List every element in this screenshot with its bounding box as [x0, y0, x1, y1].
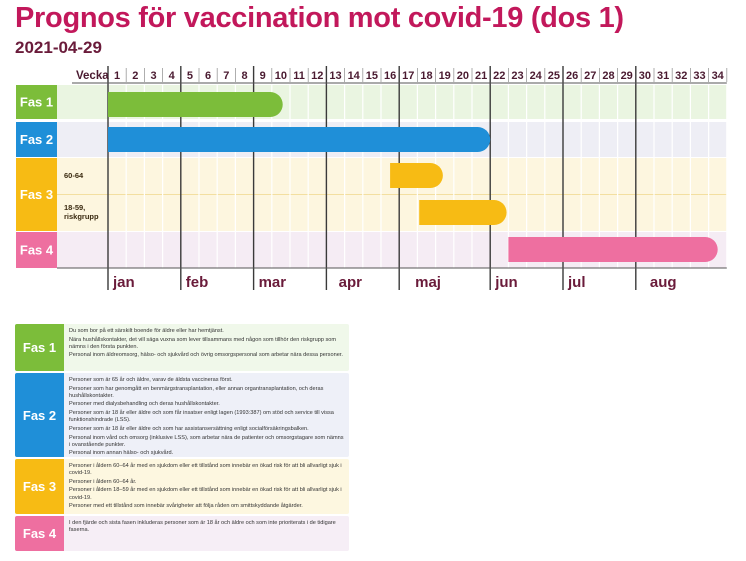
legend-description: [64, 459, 349, 514]
legend-item: Personer som är 65 år och äldre, varav de äldsta vaccineras först.: [69, 377, 233, 383]
week-number: 19: [438, 70, 451, 82]
week-number: 5: [186, 70, 193, 82]
week-number: 32: [675, 70, 688, 82]
legend-phase-badge: Fas 2: [15, 373, 64, 457]
phase-bar: [508, 237, 717, 262]
legend-item: Personer med ett tillstånd som innebär svårigheter att följa råden om smittskyddande åtgärder.: [69, 503, 303, 510]
legend-phase-badge: Fas 4: [15, 516, 64, 551]
week-number: 27: [584, 70, 597, 82]
week-number: 3: [150, 70, 157, 82]
month-label: feb: [185, 274, 209, 291]
week-number: 21: [474, 70, 488, 82]
subgroup-label: 60-64: [64, 171, 84, 180]
week-number: 13: [329, 70, 342, 82]
month-label: aug: [649, 274, 677, 291]
week-number: 14: [347, 70, 360, 82]
legend-item: Personal inom vård och omsorg (inklusive LSS), som arbetar nära de patienter och omsorgstagare som nämns i ovanstående punkter.: [69, 434, 344, 448]
legend-description: [64, 324, 349, 371]
week-number: 16: [383, 70, 397, 82]
page-date: 2021-04-29: [15, 38, 102, 57]
month-label: jul: [568, 274, 586, 291]
week-number: 33: [693, 70, 706, 82]
phase-bar: [108, 92, 283, 117]
legend-row: [15, 516, 349, 551]
week-number: 23: [511, 70, 524, 82]
legend-item: Personal inom äldreomsorg, hälso- och sjukvård och övrig omsorgspersonal som arbetar nära dessa personer.: [69, 352, 343, 359]
legend-item: Personer i åldern 60–64 år.: [69, 478, 137, 485]
month-label: jun: [495, 274, 518, 291]
phase-bar: [390, 163, 443, 188]
phase-bar: [419, 200, 506, 225]
legend-description: [64, 373, 349, 457]
week-number: 10: [274, 70, 288, 82]
week-number: 1: [114, 70, 121, 82]
month-label: apr: [338, 274, 363, 291]
week-number: 11: [293, 70, 305, 82]
legend-item: Personer som har genomgått en benmärgstransplantation, eller annan organtransplantation, och deras hushållskontakter.: [69, 385, 324, 399]
subgroup-label: 18-59, riskgrupp: [64, 203, 99, 221]
phase-badge-label: Fas 2: [19, 132, 54, 147]
week-number: 4: [168, 70, 175, 82]
phase-badge-label: Fas 1: [19, 94, 54, 110]
week-number: 2: [132, 70, 139, 82]
legend-item: Personer i åldern 60–64 år med en sjukdom eller ett tillstånd som innebär en ökad risk för att bli allvarligt sjuk i covid-19.: [69, 463, 342, 477]
legend-row: [15, 373, 349, 457]
week-number: 30: [638, 70, 652, 82]
week-number: 25: [547, 70, 561, 82]
legend-item: Personer som är 18 år eller äldre och som får insatser enligt lagen (1993:387) om stöd och service till vissa funktionshindrade (LSS).: [69, 410, 334, 424]
week-number: 31: [656, 70, 670, 82]
month-label: maj: [415, 274, 441, 291]
week-number: 20: [456, 70, 470, 82]
month-label: jan: [113, 274, 135, 291]
phase-badge-label: Fas 3: [19, 187, 54, 202]
legend-phase-badge: Fas 3: [15, 459, 64, 514]
week-number: 7: [223, 70, 230, 82]
legend-phase-badge: Fas 1: [15, 324, 64, 371]
week-number: 12: [311, 70, 324, 82]
legend-item: Personer med dialysbehandling och deras hushållskontakter.: [69, 401, 220, 408]
phase-badge-label: Fas 4: [19, 242, 54, 258]
legend-item: Personer i åldern 18–59 år med en sjukdom eller ett tillstånd som innebär en ökad risk för att bli allvarligt sjuk i covid-19.: [69, 487, 342, 501]
legend-row: [15, 324, 349, 371]
week-header-label: Vecka: [76, 70, 109, 82]
week-number: 17: [402, 70, 415, 82]
week-number: 22: [493, 70, 506, 82]
phase-bar: [108, 127, 490, 152]
legend-item: Du som bor på ett särskilt boende för äldre eller har hemtjänst.: [69, 328, 224, 334]
page-title: Prognos för vaccination mot covid-19 (dos 1): [15, 2, 624, 34]
week-number: 29: [620, 70, 633, 82]
week-number: 8: [241, 70, 248, 82]
week-number: 9: [259, 70, 266, 82]
legend-description: [64, 516, 349, 551]
week-number: 18: [420, 70, 433, 82]
legend-item: I den fjärde och sista fasen inkluderas personer som är 18 år och äldre och som inte prioriterats i de tidigare faserna.: [69, 520, 336, 534]
week-number: 15: [365, 70, 379, 82]
week-number: 6: [205, 70, 212, 82]
legend-row: [15, 459, 349, 514]
legend-item: Nära hushållskontakter, det vill säga vuxna som lever tillsammans med någon som tillhör den riskgrupp som nämns i den första punkten.: [69, 336, 337, 350]
month-label: mar: [258, 274, 287, 291]
week-number: 34: [711, 70, 724, 82]
legend-item: Personer som är 18 år eller äldre och som har assistansersättning enligt socialförsäkringsbalken.: [69, 425, 309, 432]
week-number: 26: [565, 70, 579, 82]
week-number: 24: [529, 70, 542, 82]
legend-item: Personal inom annan hälso- och sjukvård.: [69, 450, 174, 457]
week-number: 28: [602, 70, 615, 82]
